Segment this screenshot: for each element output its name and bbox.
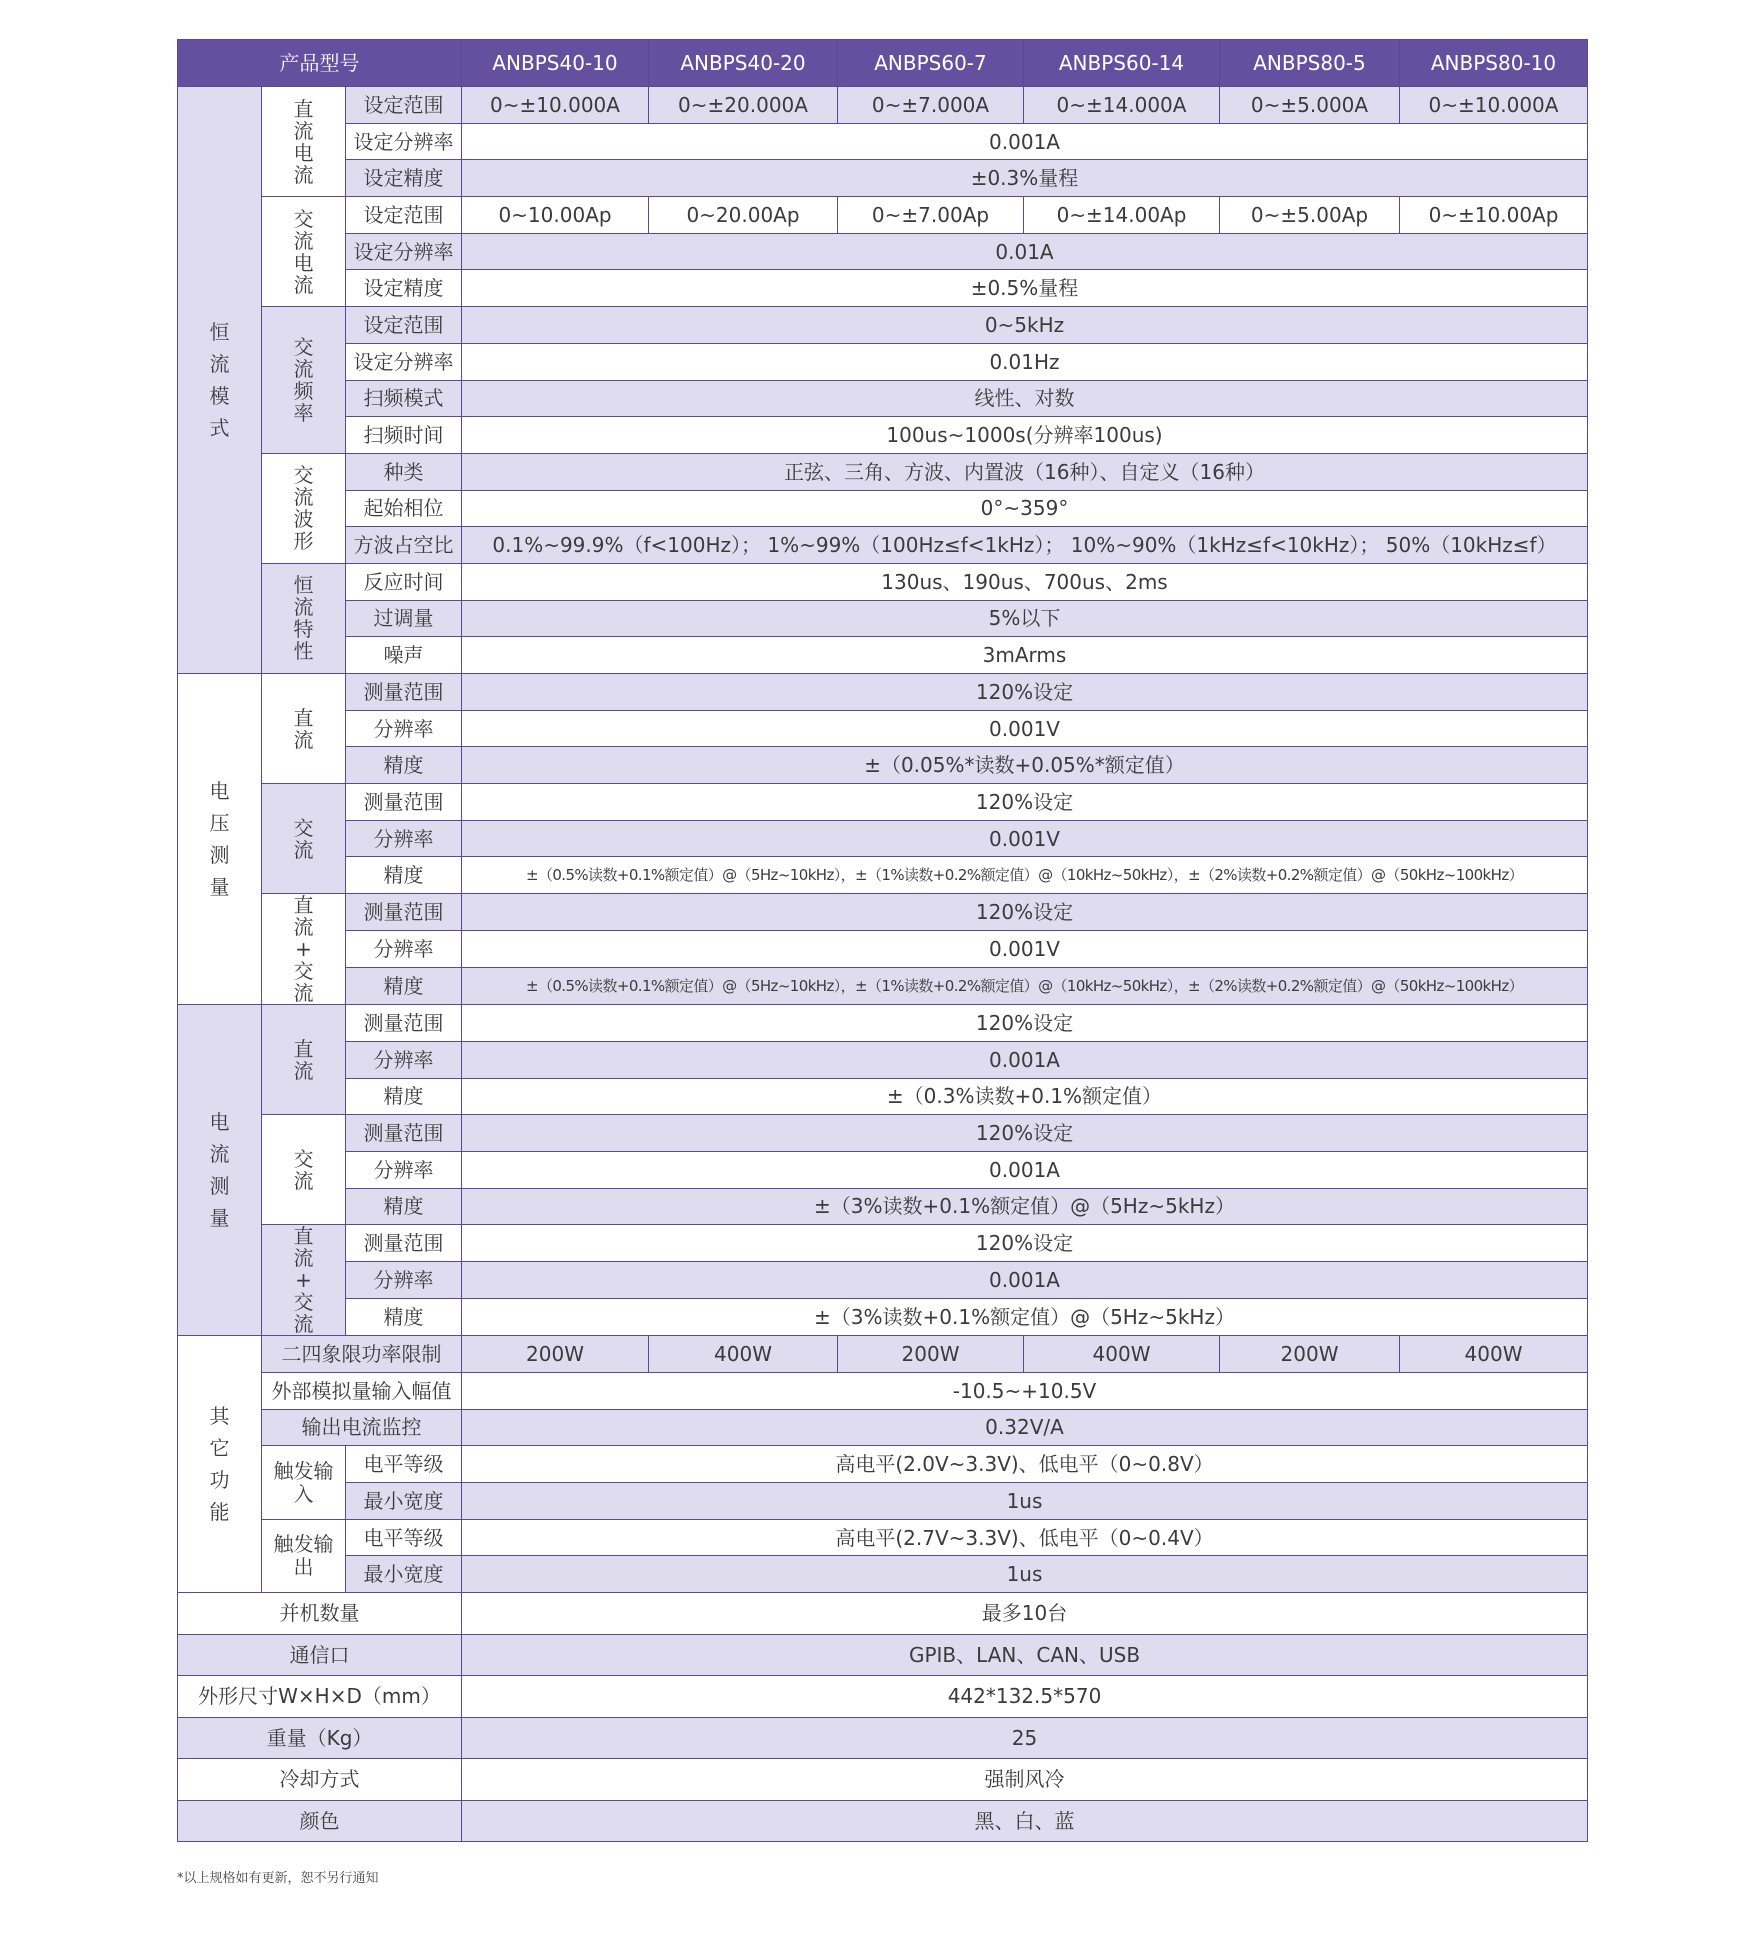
table-row xyxy=(178,490,1588,527)
value-cell: 0.001A xyxy=(462,1041,1588,1078)
table-row xyxy=(178,1151,1588,1188)
table-row xyxy=(178,123,1588,160)
table-row xyxy=(178,931,1588,968)
category-cell: 电 流 测 量 xyxy=(178,1005,262,1336)
value-cell: 120%设定 xyxy=(462,784,1588,821)
table-row xyxy=(178,270,1588,307)
param-label: 设定分辨率 xyxy=(346,123,462,160)
param-label: 分辨率 xyxy=(346,1262,462,1299)
table-row xyxy=(178,527,1588,564)
param-label: 起始相位 xyxy=(346,490,462,527)
value-cell: 0.001V xyxy=(462,710,1588,747)
param-label: 冷却方式 xyxy=(178,1759,462,1801)
value-cell: 3mArms xyxy=(462,637,1588,674)
value-cell: ±0.3%量程 xyxy=(462,160,1588,197)
value-cell: 0~10.00Ap xyxy=(462,197,649,234)
param-label: 设定分辨率 xyxy=(346,233,462,270)
value-cell: ±（0.05%*读数+0.05%*额定值） xyxy=(462,747,1588,784)
param-label: 测量范围 xyxy=(346,1225,462,1262)
param-label: 精度 xyxy=(346,747,462,784)
table-row xyxy=(178,197,1588,234)
table-row xyxy=(178,1759,1588,1801)
value-cell: 0~±14.000A xyxy=(1024,87,1220,124)
table-row xyxy=(178,1336,1588,1373)
param-label: 设定精度 xyxy=(346,270,462,307)
value-cell: 0~5kHz xyxy=(462,307,1588,344)
table-row xyxy=(178,637,1588,674)
value-cell: 120%设定 xyxy=(462,1115,1588,1152)
table-row xyxy=(178,233,1588,270)
table-row xyxy=(178,1634,1588,1676)
table-row xyxy=(178,1519,1588,1556)
spec-table xyxy=(177,39,1588,1842)
value-cell: ±（3%读数+0.1%额定值）@（5Hz~5kHz） xyxy=(462,1188,1588,1225)
param-label: 最小宽度 xyxy=(346,1483,462,1520)
table-row xyxy=(178,563,1588,600)
param-label: 测量范围 xyxy=(346,1005,462,1042)
value-cell: 5%以下 xyxy=(462,600,1588,637)
value-cell: 0.1%~99.9%（f<100Hz）； 1%~99%（100Hz≤f<1kHz）； 10%~90%（1kHz≤f<10kHz）； 50%（10kHz≤f） xyxy=(462,527,1588,564)
param-label: 分辨率 xyxy=(346,931,462,968)
param-label: 设定范围 xyxy=(346,87,462,124)
table-row xyxy=(178,160,1588,197)
value-cell: GPIB、LAN、CAN、USB xyxy=(462,1634,1588,1676)
subgroup-cell: 直 流 电 流 xyxy=(262,87,346,197)
param-label: 并机数量 xyxy=(178,1593,462,1635)
param-label: 扫频模式 xyxy=(346,380,462,417)
value-cell: 100us~1000s(分辨率100us) xyxy=(462,417,1588,454)
value-cell: 正弦、三角、方波、内置波（16种）、自定义（16种） xyxy=(462,453,1588,490)
table-row xyxy=(178,1409,1588,1446)
value-cell: ±（0.5%读数+0.1%额定值）@（5Hz~10kHz），±（1%读数+0.2%额定值）@（10kHz~50kHz），±（2%读数+0.2%额定值）@（50kHz~100kHz） xyxy=(462,857,1588,894)
footnote: *以上规格如有更新，恕不另行通知 xyxy=(177,1871,379,1886)
value-cell: ±（3%读数+0.1%额定值）@（5Hz~5kHz） xyxy=(462,1299,1588,1336)
param-label: 扫频时间 xyxy=(346,417,462,454)
value-cell: 400W xyxy=(1024,1336,1220,1373)
category-cell: 其 它 功 能 xyxy=(178,1336,262,1593)
param-label: 设定范围 xyxy=(346,197,462,234)
value-cell: 0~20.00Ap xyxy=(649,197,838,234)
table-row xyxy=(178,87,1588,124)
param-label: 外部模拟量输入幅值 xyxy=(262,1372,462,1409)
value-cell: 120%设定 xyxy=(462,674,1588,711)
param-label: 设定范围 xyxy=(346,307,462,344)
value-cell: 120%设定 xyxy=(462,1225,1588,1262)
value-cell: 0.001V xyxy=(462,820,1588,857)
param-label: 电平等级 xyxy=(346,1519,462,1556)
table-row xyxy=(178,307,1588,344)
subgroup-cell: 交 流 xyxy=(262,1115,346,1225)
param-label: 设定分辨率 xyxy=(346,343,462,380)
model-header: ANBPS40-10 xyxy=(462,40,649,87)
param-label: 分辨率 xyxy=(346,710,462,747)
value-cell: 0.32V/A xyxy=(462,1409,1588,1446)
value-cell: 最多10台 xyxy=(462,1593,1588,1635)
param-label: 测量范围 xyxy=(346,894,462,931)
param-label: 精度 xyxy=(346,857,462,894)
table-row xyxy=(178,1556,1588,1593)
param-label: 设定精度 xyxy=(346,160,462,197)
model-header: ANBPS80-5 xyxy=(1220,40,1400,87)
table-row xyxy=(178,784,1588,821)
param-label: 通信口 xyxy=(178,1634,462,1676)
value-cell: 0~±10.000A xyxy=(462,87,649,124)
param-label: 精度 xyxy=(346,1188,462,1225)
value-cell: 线性、对数 xyxy=(462,380,1588,417)
value-cell: 1us xyxy=(462,1556,1588,1593)
table-row xyxy=(178,1483,1588,1520)
table-row xyxy=(178,1262,1588,1299)
table-row xyxy=(178,857,1588,894)
param-label: 方波占空比 xyxy=(346,527,462,564)
table-row xyxy=(178,1800,1588,1842)
subgroup-cell: 恒 流 特 性 xyxy=(262,563,346,673)
param-label: 测量范围 xyxy=(346,1115,462,1152)
table-row xyxy=(178,820,1588,857)
category-cell: 恒 流 模 式 xyxy=(178,87,262,674)
table-row xyxy=(178,343,1588,380)
model-header: ANBPS60-7 xyxy=(838,40,1024,87)
value-cell: 0.001A xyxy=(462,1262,1588,1299)
table-row xyxy=(178,894,1588,931)
model-header: ANBPS60-14 xyxy=(1024,40,1220,87)
value-cell: 0~±7.000A xyxy=(838,87,1024,124)
value-cell: 0.01A xyxy=(462,233,1588,270)
param-label: 分辨率 xyxy=(346,1041,462,1078)
subgroup-cell: 触发输出 xyxy=(262,1519,346,1592)
value-cell: 200W xyxy=(1220,1336,1400,1373)
value-cell: 0~±5.000A xyxy=(1220,87,1400,124)
param-label: 分辨率 xyxy=(346,820,462,857)
param-label: 精度 xyxy=(346,1078,462,1115)
subgroup-cell: 触发输入 xyxy=(262,1446,346,1519)
table-row xyxy=(178,968,1588,1005)
param-label: 二四象限功率限制 xyxy=(262,1336,462,1373)
value-cell: 25 xyxy=(462,1717,1588,1759)
value-cell: 0~±14.00Ap xyxy=(1024,197,1220,234)
model-header: ANBPS40-20 xyxy=(649,40,838,87)
subgroup-cell: 交 流 频 率 xyxy=(262,307,346,454)
table-row xyxy=(178,453,1588,490)
param-label: 分辨率 xyxy=(346,1151,462,1188)
value-cell: 0.01Hz xyxy=(462,343,1588,380)
table-row xyxy=(178,1446,1588,1483)
param-label: 精度 xyxy=(346,1299,462,1336)
table-row xyxy=(178,1299,1588,1336)
value-cell: 0.001V xyxy=(462,931,1588,968)
param-label: 重量（Kg） xyxy=(178,1717,462,1759)
value-cell: 高电平(2.7V~3.3V)、低电平（0~0.4V） xyxy=(462,1519,1588,1556)
subgroup-cell: 交 流 电 流 xyxy=(262,197,346,307)
table-row xyxy=(178,380,1588,417)
table-row xyxy=(178,600,1588,637)
subgroup-cell: 直 流 + 交 流 xyxy=(262,1225,346,1336)
param-label: 测量范围 xyxy=(346,674,462,711)
value-cell: 0~±7.00Ap xyxy=(838,197,1024,234)
value-cell: 120%设定 xyxy=(462,894,1588,931)
value-cell: 0~±10.000A xyxy=(1400,87,1588,124)
value-cell: 400W xyxy=(649,1336,838,1373)
model-header: ANBPS80-10 xyxy=(1400,40,1588,87)
param-label: 过调量 xyxy=(346,600,462,637)
value-cell: 0.001A xyxy=(462,123,1588,160)
subgroup-cell: 直 流 + 交 流 xyxy=(262,894,346,1005)
param-label: 最小宽度 xyxy=(346,1556,462,1593)
param-label: 电平等级 xyxy=(346,1446,462,1483)
value-cell: 1us xyxy=(462,1483,1588,1520)
table-row xyxy=(178,674,1588,711)
table-row xyxy=(178,1593,1588,1635)
table-row xyxy=(178,1078,1588,1115)
category-cell: 电 压 测 量 xyxy=(178,674,262,1005)
table-row xyxy=(178,1005,1588,1042)
table-row xyxy=(178,1225,1588,1262)
subgroup-cell: 直 流 xyxy=(262,1005,346,1115)
table-row xyxy=(178,1717,1588,1759)
value-cell: 400W xyxy=(1400,1336,1588,1373)
table-row xyxy=(178,1115,1588,1152)
value-cell: 0°~359° xyxy=(462,490,1588,527)
param-label: 外形尺寸W×H×D（mm） xyxy=(178,1676,462,1718)
table-row xyxy=(178,747,1588,784)
table-row xyxy=(178,417,1588,454)
param-label: 精度 xyxy=(346,968,462,1005)
param-label: 颜色 xyxy=(178,1800,462,1842)
subgroup-cell: 直 流 xyxy=(262,674,346,784)
value-cell: 强制风冷 xyxy=(462,1759,1588,1801)
table-row xyxy=(178,710,1588,747)
value-cell: 200W xyxy=(462,1336,649,1373)
value-cell: -10.5~+10.5V xyxy=(462,1372,1588,1409)
value-cell: 130us、190us、700us、2ms xyxy=(462,563,1588,600)
table-row xyxy=(178,1372,1588,1409)
param-label: 测量范围 xyxy=(346,784,462,821)
param-label: 反应时间 xyxy=(346,563,462,600)
param-label: 种类 xyxy=(346,453,462,490)
value-cell: ±（0.3%读数+0.1%额定值） xyxy=(462,1078,1588,1115)
value-cell: ±0.5%量程 xyxy=(462,270,1588,307)
value-cell: 200W xyxy=(838,1336,1024,1373)
header-row xyxy=(178,40,1588,87)
table-row xyxy=(178,1041,1588,1078)
param-label: 输出电流监控 xyxy=(262,1409,462,1446)
value-cell: 120%设定 xyxy=(462,1005,1588,1042)
value-cell: 442*132.5*570 xyxy=(462,1676,1588,1718)
value-cell: 0.001A xyxy=(462,1151,1588,1188)
header-label: 产品型号 xyxy=(178,40,462,87)
value-cell: 0~±20.000A xyxy=(649,87,838,124)
table-row xyxy=(178,1188,1588,1225)
value-cell: 0~±10.00Ap xyxy=(1400,197,1588,234)
value-cell: 高电平(2.0V~3.3V)、低电平（0~0.8V） xyxy=(462,1446,1588,1483)
value-cell: 黑、白、蓝 xyxy=(462,1800,1588,1842)
subgroup-cell: 交 流 波 形 xyxy=(262,453,346,563)
param-label: 噪声 xyxy=(346,637,462,674)
value-cell: ±（0.5%读数+0.1%额定值）@（5Hz~10kHz），±（1%读数+0.2%额定值）@（10kHz~50kHz），±（2%读数+0.2%额定值）@（50kHz~100kHz） xyxy=(462,968,1588,1005)
subgroup-cell: 交 流 xyxy=(262,784,346,894)
value-cell: 0~±5.00Ap xyxy=(1220,197,1400,234)
table-row xyxy=(178,1676,1588,1718)
